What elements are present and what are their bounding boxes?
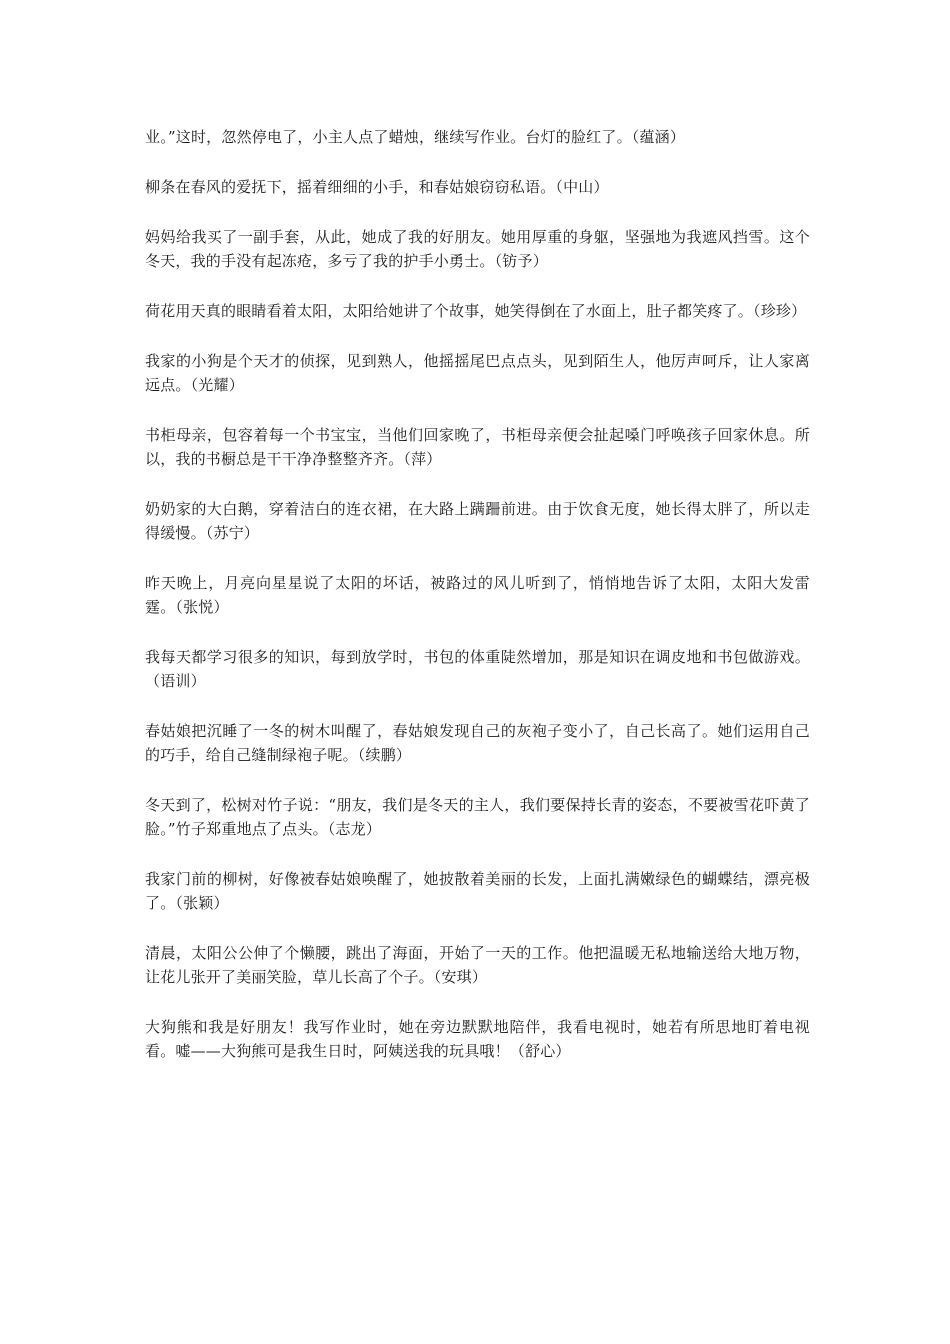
- paragraph: 冬天到了，松树对竹子说：“朋友，我们是冬天的主人，我们要保持长青的姿态，不要被雪花吓黄了脸。”竹子郑重地点了点头。（志龙）: [145, 796, 810, 838]
- paragraph: 奶奶家的大白鹅，穿着洁白的连衣裙，在大路上蹒跚前进。由于饮食无度，她长得太胖了，所以走得缓慢。（苏宁）: [145, 500, 810, 542]
- paragraph: 柳条在春风的爱抚下，摇着细细的小手，和春姑娘窃窃私语。（中山）: [145, 178, 609, 196]
- paragraph: 我每天都学习很多的知识，每到放学时，书包的体重陡然增加，那是知识在调皮地和书包做游戏。（语训）: [145, 648, 810, 690]
- paragraph: 昨天晚上，月亮向星星说了太阳的坏话，被路过的风儿听到了，悄悄地告诉了太阳，太阳大发雷霆。（张悦）: [145, 574, 810, 616]
- paragraph: 春姑娘把沉睡了一冬的树木叫醒了，春姑娘发现自己的灰袍子变小了，自己长高了。她们运用自己的巧手，给自己缝制绿袍子呢。（续鹏）: [145, 722, 810, 764]
- paragraph: 书柜母亲，包容着每一个书宝宝，当他们回家晚了，书柜母亲便会扯起嗓门呼唤孩子回家休息。所以，我的书橱总是干干净净整整齐齐。（萍）: [145, 426, 810, 468]
- paragraph: 清晨，太阳公公伸了个懒腰，跳出了海面，开始了一天的工作。他把温暖无私地输送给大地万物，让花儿张开了美丽笑脸，草儿长高了个子。（安琪）: [145, 944, 810, 986]
- paragraph: 业。”这时，忽然停电了，小主人点了蜡烛，继续写作业。台灯的脸红了。（蕴涵）: [145, 128, 686, 146]
- paragraph: 荷花用天真的眼睛看着太阳，太阳给她讲了个故事，她笑得倒在了水面上，肚子都笑疼了。（珍珍）: [145, 302, 807, 320]
- paragraph: 我家门前的柳树，好像被春姑娘唤醒了，她披散着美丽的长发，上面扎满嫩绿色的蝴蝶结，漂亮极了。（张颖）: [145, 870, 810, 912]
- document-body: [145, 125, 810, 1089]
- paragraph: 我家的小狗是个天才的侦探，见到熟人，他摇摇尾巴点点头，见到陌生人，他厉声呵斥，让人家离远点。（光耀）: [145, 352, 810, 394]
- paragraph: 大狗熊和我是好朋友！我写作业时，她在旁边默默地陪伴，我看电视时，她若有所思地盯着电视看。嘘——大狗熊可是我生日时，阿姨送我的玩具哦！（舒心）: [145, 1018, 810, 1060]
- paragraph: 妈妈给我买了一副手套，从此，她成了我的好朋友。她用厚重的身躯，坚强地为我遮风挡雪。这个冬天，我的手没有起冻疮，多亏了我的护手小勇士。（钫予）: [145, 228, 810, 270]
